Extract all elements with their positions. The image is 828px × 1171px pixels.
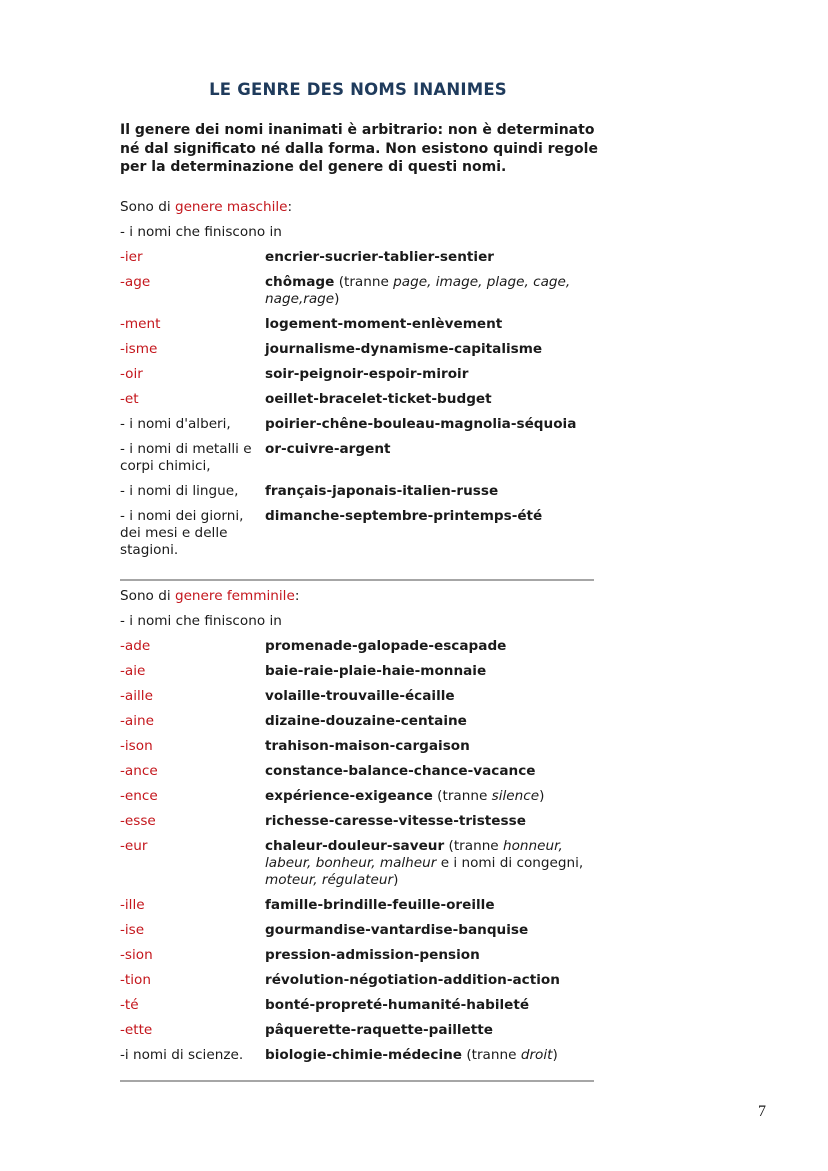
- example-words: volaille-trouvaille-écaille: [265, 688, 455, 704]
- rule-examples: [265, 316, 594, 333]
- section-subheading: - i nomi che finiscono in: [120, 613, 282, 629]
- rule-row: [120, 663, 594, 680]
- heading-highlight: genere femminile: [174, 588, 295, 604]
- rule-row: [120, 274, 594, 308]
- example-words: révolution-négotiation-addition-action: [265, 972, 560, 988]
- rule-examples: [265, 483, 594, 500]
- rule-row: [120, 897, 594, 914]
- rule-examples: [265, 341, 594, 358]
- rule-row: [120, 441, 594, 475]
- rule-ending: -ment: [120, 316, 161, 332]
- rule-examples: [265, 663, 594, 680]
- masculine-section: [120, 199, 594, 567]
- rule-ending: -eur: [120, 838, 148, 854]
- example-words: journalisme-dynamisme-capitalisme: [265, 341, 543, 357]
- divider: [120, 1080, 594, 1082]
- rule-examples: [265, 922, 594, 939]
- rule-row: [120, 341, 594, 358]
- example-words: richesse-caresse-vitesse-tristesse: [265, 813, 526, 829]
- rule-ending: -ison: [120, 738, 153, 754]
- rule-examples: [265, 508, 594, 559]
- example-words: gourmandise-vantardise-banquise: [265, 922, 529, 938]
- rule-row: [120, 1047, 594, 1064]
- rule-row: [120, 788, 594, 805]
- rule-examples: [265, 788, 594, 805]
- example-words: oeillet-bracelet-ticket-budget: [265, 391, 492, 407]
- exception-words: silence: [491, 788, 540, 804]
- example-words: pression-admission-pension: [265, 947, 480, 963]
- rule-examples: [265, 813, 594, 830]
- example-words: chômage: [265, 274, 335, 290]
- example-words: français-japonais-italien-russe: [265, 483, 499, 499]
- page-title: LE GENRE DES NOMS INANIMES: [209, 80, 507, 99]
- example-words: or-cuivre-argent: [265, 441, 391, 457]
- rule-ending: - i nomi d'alberi,: [120, 416, 231, 432]
- rule-examples: [265, 441, 594, 475]
- rule-examples: [265, 947, 594, 964]
- rule-ending: -age: [120, 274, 151, 290]
- exception-words: honneur, labeur, bonheur, malheur: [265, 838, 563, 871]
- section-subheading: - i nomi che finiscono in: [120, 224, 282, 240]
- rule-ending: -ier: [120, 249, 143, 265]
- example-words: trahison-maison-cargaison: [265, 738, 470, 754]
- rule-examples: [265, 391, 594, 408]
- example-words: dizaine-douzaine-centaine: [265, 713, 467, 729]
- rule-examples: [265, 688, 594, 705]
- rule-ending: -ade: [120, 638, 151, 654]
- example-words: famille-brindille-feuille-oreille: [265, 897, 495, 913]
- exception-words: moteur, régulateur: [265, 872, 394, 888]
- rule-ending: -tion: [120, 972, 151, 988]
- example-words: logement-moment-enlèvement: [265, 316, 503, 332]
- example-words: poirier-chêne-bouleau-magnolia-séquoia: [265, 416, 577, 432]
- rule-row: [120, 508, 594, 559]
- rule-row: [120, 1022, 594, 1039]
- exception-words: page, image, plage, cage, nage,rage: [265, 274, 571, 307]
- intro-paragraph: Il genere dei nomi inanimati è arbitrario: non è determinato né dal significato né dalla forma. Non esistono quindi regole per la determinazione del genere di questi nomi.: [120, 122, 598, 175]
- rule-ending: - i nomi di lingue,: [120, 483, 239, 499]
- rule-ending: -aille: [120, 688, 153, 704]
- rule-examples: [265, 1047, 594, 1064]
- rule-row: [120, 391, 594, 408]
- rule-ending: -isme: [120, 341, 158, 357]
- exception-words: droit: [520, 1047, 553, 1063]
- divider: [120, 579, 594, 581]
- rule-row: [120, 366, 594, 383]
- rule-examples: [265, 763, 594, 780]
- rule-row: [120, 416, 594, 433]
- note-text: ): [393, 872, 399, 888]
- feminine-section: [120, 588, 594, 1072]
- rule-examples: [265, 638, 594, 655]
- rule-row: [120, 763, 594, 780]
- rule-examples: [265, 972, 594, 989]
- heading-highlight: genere maschile: [174, 199, 288, 215]
- note-text: (tranne: [432, 788, 492, 804]
- rule-ending: -ence: [120, 788, 158, 804]
- rule-row: [120, 997, 594, 1014]
- rule-examples: [265, 713, 594, 730]
- example-words: encrier-sucrier-tablier-sentier: [265, 249, 494, 265]
- note-text: (tranne: [444, 838, 503, 854]
- rule-examples: [265, 838, 594, 889]
- rule-examples: [265, 738, 594, 755]
- heading-colon: :: [287, 199, 293, 215]
- rule-ending: - i nomi di metalli e corpi chimici,: [120, 441, 252, 474]
- rule-row: [120, 249, 594, 266]
- rule-row: [120, 713, 594, 730]
- rule-ending: -ance: [120, 763, 158, 779]
- rule-row: [120, 316, 594, 333]
- rule-ending: -esse: [120, 813, 156, 829]
- note-text: ): [334, 291, 340, 307]
- rule-examples: [265, 1022, 594, 1039]
- rule-ending: -i nomi di scienze.: [120, 1047, 244, 1063]
- rule-examples: [265, 997, 594, 1014]
- rule-list: [120, 638, 594, 1064]
- note-text: e i nomi di congegni,: [436, 855, 584, 871]
- section-heading: [120, 588, 594, 613]
- note-text: (tranne: [334, 274, 394, 290]
- example-words: chaleur-douleur-saveur: [265, 838, 445, 854]
- example-words: promenade-galopade-escapade: [265, 638, 507, 654]
- rule-row: [120, 813, 594, 830]
- rule-ending: -aie: [120, 663, 146, 679]
- rule-row: [120, 972, 594, 989]
- example-words: expérience-exigeance: [265, 788, 433, 804]
- note-text: ): [539, 788, 545, 804]
- rule-ending: -ette: [120, 1022, 153, 1038]
- example-words: constance-balance-chance-vacance: [265, 763, 536, 779]
- rule-ending: -ille: [120, 897, 145, 913]
- section-heading: [120, 199, 594, 224]
- rule-examples: [265, 366, 594, 383]
- rule-ending: -aine: [120, 713, 154, 729]
- rule-ending: - i nomi dei giorni, dei mesi e delle stagioni.: [120, 508, 244, 558]
- example-words: biologie-chimie-médecine: [265, 1047, 463, 1063]
- example-words: soir-peignoir-espoir-miroir: [265, 366, 469, 382]
- rule-ending: -oir: [120, 366, 143, 382]
- heading-text: Sono di: [120, 199, 175, 215]
- rule-row: [120, 838, 594, 889]
- example-words: pâquerette-raquette-paillette: [265, 1022, 493, 1038]
- rule-list: [120, 249, 594, 559]
- heading-text: Sono di: [120, 588, 175, 604]
- rule-row: [120, 922, 594, 939]
- rule-row: [120, 688, 594, 705]
- rule-ending: -et: [120, 391, 139, 407]
- rule-row: [120, 947, 594, 964]
- rule-ending: -sion: [120, 947, 153, 963]
- note-text: ): [552, 1047, 558, 1063]
- rule-examples: [265, 249, 594, 266]
- example-words: dimanche-septembre-printemps-été: [265, 508, 543, 524]
- rule-row: [120, 738, 594, 755]
- example-words: baie-raie-plaie-haie-monnaie: [265, 663, 487, 679]
- note-text: (tranne: [462, 1047, 521, 1063]
- rule-ending: -té: [120, 997, 139, 1013]
- rule-ending: -ise: [120, 922, 145, 938]
- rule-row: [120, 638, 594, 655]
- rule-examples: [265, 416, 594, 433]
- example-words: bonté-propreté-humanité-habileté: [265, 997, 530, 1013]
- heading-colon: :: [294, 588, 300, 604]
- page-number: 7: [758, 1103, 766, 1120]
- rule-row: [120, 483, 594, 500]
- rule-examples: [265, 274, 594, 308]
- rule-examples: [265, 897, 594, 914]
